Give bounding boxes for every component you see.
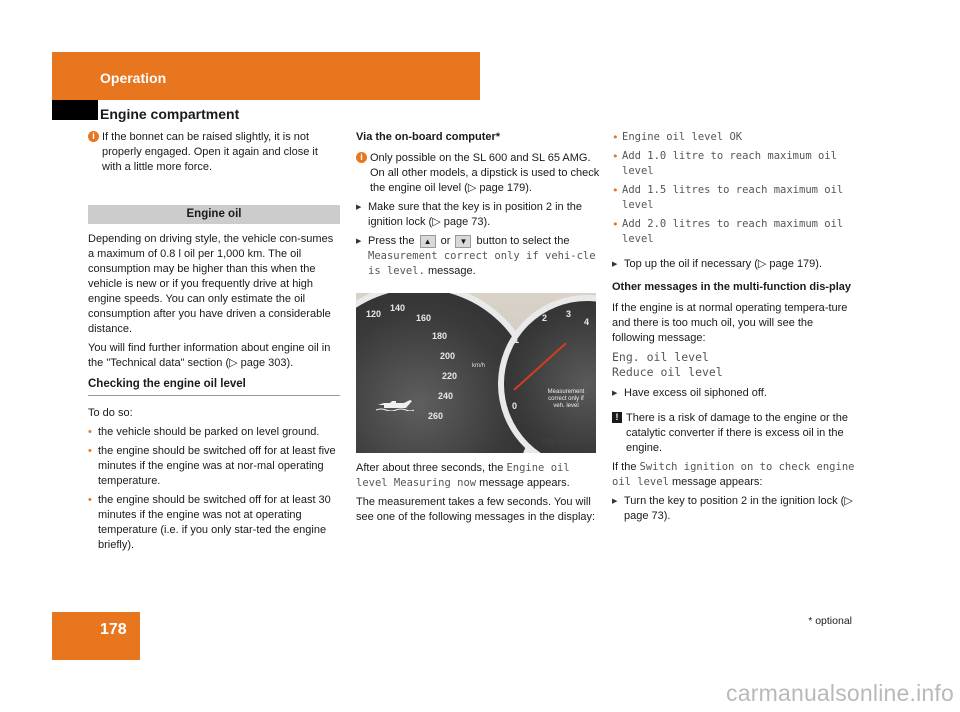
too-much-oil-paragraph: If the engine is at normal operating tempera-ture and there is too much oil, you will see the following message: xyxy=(612,302,848,344)
checking-heading: Checking the engine oil level xyxy=(88,377,340,396)
list-item: • Engine oil level OK xyxy=(612,130,858,145)
gauge-tick: 0 xyxy=(512,401,518,411)
gauge-tick: 240 xyxy=(438,391,454,401)
display-message: Measurement correct only if vehi-cle is level. xyxy=(368,250,596,277)
step-top-up: ▶ Top up the oil if necessary (▷ page 179). xyxy=(612,257,858,272)
arrow-down-button-icon: ▼ xyxy=(455,235,471,248)
page-number: 178 xyxy=(100,621,127,638)
page-number-box xyxy=(52,612,140,660)
oil-can-icon xyxy=(376,397,414,411)
column-right xyxy=(612,130,858,528)
gauge-tick: 1 xyxy=(514,335,520,345)
switch-ignition-paragraph xyxy=(612,460,858,490)
gauge-tick: 120 xyxy=(366,309,382,319)
speed-unit: km/h xyxy=(472,363,486,369)
image-caption: P54.30-9641-31 xyxy=(541,439,592,446)
display-message: Reduce oil level xyxy=(612,365,723,379)
info-bonnet-text: If the bonnet can be raised slightly, it is not properly engaged. Open it again and close it with a little more force. xyxy=(102,131,318,173)
gauge-tick: 160 xyxy=(416,313,432,323)
gauge-tick: 140 xyxy=(390,303,406,313)
display-text: Measurement correct only if veh. level xyxy=(547,389,585,409)
after-three-seconds xyxy=(356,461,600,491)
consumption-paragraph: Depending on driving style, the vehicle con-sumes a maximum of 0.8 l oil per 1,000 km. The oil consumption may be higher than this when the vehicle is new or if you frequently drive at high engine speeds. You can only estimate the oil consumption after you have driven a considerable distance. xyxy=(88,233,334,335)
step-key-position: ▶ Make sure that the key is in position 2 in the ignition lock (▷ page 73). xyxy=(356,200,600,230)
step-siphon: ▶ Have excess oil siphoned off. xyxy=(612,386,858,401)
info-icon: i xyxy=(88,131,99,142)
warning-icon: ! xyxy=(612,412,622,423)
engine-oil-heading: Engine oil xyxy=(88,205,340,224)
list-item: • the engine should be switched off for at least five minutes if the engine was at nor-mal operating temperature. xyxy=(88,444,340,489)
step-text: or xyxy=(440,235,451,247)
step-turn-key: ▶ Turn the key to position 2 in the ignition lock (▷ page 73). xyxy=(612,494,858,524)
list-item: • the vehicle should be parked on level ground. xyxy=(88,425,340,440)
measurement-paragraph: The measurement takes a few seconds. You will see one of the following messages in the display: xyxy=(356,496,596,523)
header-marker xyxy=(52,100,98,120)
watermark: carmanualsonline.info xyxy=(726,680,954,706)
info-bonnet xyxy=(88,130,340,175)
list-item: • Add 2.0 litres to reach maximum oil level xyxy=(612,217,858,247)
list-item: • Add 1.0 litre to reach maximum oil level xyxy=(612,149,858,179)
gauge-tick: 200 xyxy=(440,351,456,361)
further-info-paragraph: You will find further information about engine oil in the "Technical data" section (▷ page 303). xyxy=(88,342,331,369)
display-message: Switch ignition on to check engine oil level xyxy=(612,461,855,488)
step-text: message. xyxy=(427,265,476,277)
arrow-up-button-icon: ▲ xyxy=(420,235,436,248)
gauge-tick: 3 xyxy=(566,309,572,319)
gauge-tick: 4 xyxy=(584,317,590,327)
topic-title: Engine compartment xyxy=(100,106,240,122)
step-text: button to select the xyxy=(476,235,570,247)
warning-excess-oil xyxy=(612,411,858,456)
info-icon: i xyxy=(356,152,367,163)
info-only-possible xyxy=(356,151,600,196)
section-title: Operation xyxy=(100,70,167,86)
gauge-tick: 260 xyxy=(428,411,444,421)
column-left xyxy=(88,130,340,557)
via-heading: Via the on-board computer* xyxy=(356,131,501,143)
body-text: If the xyxy=(612,461,637,473)
gauge-tick: 2 xyxy=(542,313,548,323)
instrument-cluster-image xyxy=(356,293,596,453)
info-only-text: Only possible on the SL 600 and SL 65 AMG. On all other models, a dipstick is used to check the engine oil level (▷ page 179). xyxy=(370,152,600,194)
body-text: message appears. xyxy=(479,477,570,489)
column-middle xyxy=(356,130,600,529)
list-item: • the engine should be switched off for at least 30 minutes if the engine was not at operating temperature (i.e. if you only star-ted the engine briefly). xyxy=(88,493,340,553)
body-text: message appears: xyxy=(671,476,763,488)
other-messages-heading: Other messages in the multi-function dis-play xyxy=(612,281,851,293)
warning-text: There is a risk of damage to the engine or the catalytic converter if there is excess oil in the engine. xyxy=(626,412,848,454)
display-message: Engine oil level Measuring now xyxy=(356,462,570,489)
display-message: Eng. oil level xyxy=(612,350,709,364)
step-press-button xyxy=(356,234,600,279)
gauge-tick: 220 xyxy=(442,371,458,381)
todo-text: To do so: xyxy=(88,407,133,419)
list-item: • Add 1.5 litres to reach maximum oil level xyxy=(612,183,858,213)
body-text: After about three seconds, the xyxy=(356,462,504,474)
footnote: * optional xyxy=(808,615,852,627)
step-text: Press the xyxy=(368,235,415,247)
gauge-tick: 180 xyxy=(432,331,448,341)
